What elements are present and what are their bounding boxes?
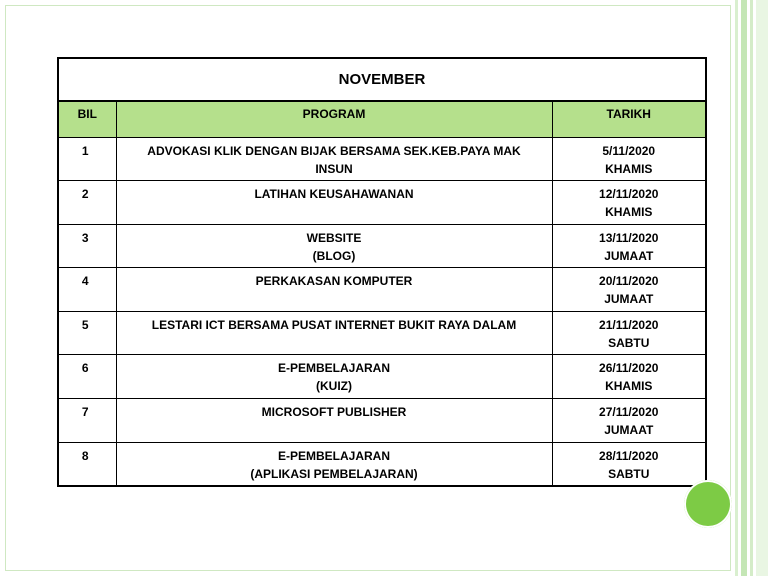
day-text: SABTU	[608, 466, 650, 481]
date-text: 21/11/2020	[599, 317, 659, 332]
header-bil: BIL	[58, 101, 116, 137]
green-circle-decoration	[684, 480, 732, 528]
row-date	[552, 137, 706, 181]
day-text: KHAMIS	[605, 205, 653, 220]
row-date	[552, 181, 706, 225]
program-line: WEBSITE	[306, 230, 362, 245]
row-date	[552, 268, 706, 312]
row-date	[552, 442, 706, 486]
date-text: 20/11/2020	[599, 274, 659, 289]
day-text: JUMAAT	[604, 248, 654, 263]
row-program	[116, 442, 552, 486]
row-program	[116, 181, 552, 225]
side-rail	[750, 0, 753, 576]
side-rail	[741, 0, 747, 576]
row-number: 2	[58, 181, 116, 225]
day-text: JUMAAT	[604, 292, 654, 307]
row-date	[552, 311, 706, 355]
date-text: 5/11/2020	[602, 143, 656, 158]
table-row	[58, 355, 706, 399]
table-title-row	[58, 58, 706, 101]
table-row	[58, 399, 706, 443]
table-row	[58, 224, 706, 268]
table-row	[58, 181, 706, 225]
program-line: ADVOKASI KLIK DENGAN BIJAK BERSAMA SEK.KEB.PAYA MAK	[147, 143, 521, 158]
program-line: MICROSOFT PUBLISHER	[261, 405, 407, 420]
row-program	[116, 311, 552, 355]
day-text: KHAMIS	[605, 161, 653, 176]
date-text: 27/11/2020	[599, 405, 659, 420]
header-tarikh: TARIKH	[552, 101, 706, 137]
row-number: 7	[58, 399, 116, 443]
row-date	[552, 224, 706, 268]
row-number: 5	[58, 311, 116, 355]
program-line: PERKAKASAN KOMPUTER	[255, 274, 413, 289]
table-row	[58, 311, 706, 355]
date-text: 28/11/2020	[599, 448, 659, 463]
row-number: 1	[58, 137, 116, 181]
row-program	[116, 224, 552, 268]
date-text: 13/11/2020	[599, 230, 659, 245]
program-line: E-PEMBELAJARAN	[277, 361, 390, 376]
program-line: INSUN	[315, 161, 353, 176]
program-line: E-PEMBELAJARAN	[277, 448, 390, 463]
row-number: 6	[58, 355, 116, 399]
row-number: 8	[58, 442, 116, 486]
program-line: LATIHAN KEUSAHAWANAN	[254, 187, 414, 202]
header-program: PROGRAM	[116, 101, 552, 137]
table-header-row	[58, 101, 706, 137]
table-title: NOVEMBER	[58, 58, 706, 101]
row-program	[116, 399, 552, 443]
row-program	[116, 355, 552, 399]
day-text: KHAMIS	[605, 379, 653, 394]
table-row	[58, 137, 706, 181]
program-line: LESTARI ICT BERSAMA PUSAT INTERNET BUKIT RAYA DALAM	[151, 317, 517, 332]
row-number: 4	[58, 268, 116, 312]
table-row	[58, 442, 706, 486]
row-date	[552, 355, 706, 399]
row-program	[116, 137, 552, 181]
table-row	[58, 268, 706, 312]
program-line: (KUIZ)	[316, 379, 352, 394]
row-program	[116, 268, 552, 312]
date-text: 12/11/2020	[599, 187, 659, 202]
side-rail	[756, 0, 768, 576]
row-date	[552, 399, 706, 443]
day-text: JUMAAT	[604, 423, 654, 438]
date-text: 26/11/2020	[599, 361, 659, 376]
schedule-table	[57, 57, 707, 487]
program-line: (BLOG)	[312, 248, 356, 263]
program-line: (APLIKASI PEMBELAJARAN)	[250, 466, 418, 481]
row-number: 3	[58, 224, 116, 268]
day-text: SABTU	[608, 335, 650, 350]
side-rail	[735, 0, 738, 576]
